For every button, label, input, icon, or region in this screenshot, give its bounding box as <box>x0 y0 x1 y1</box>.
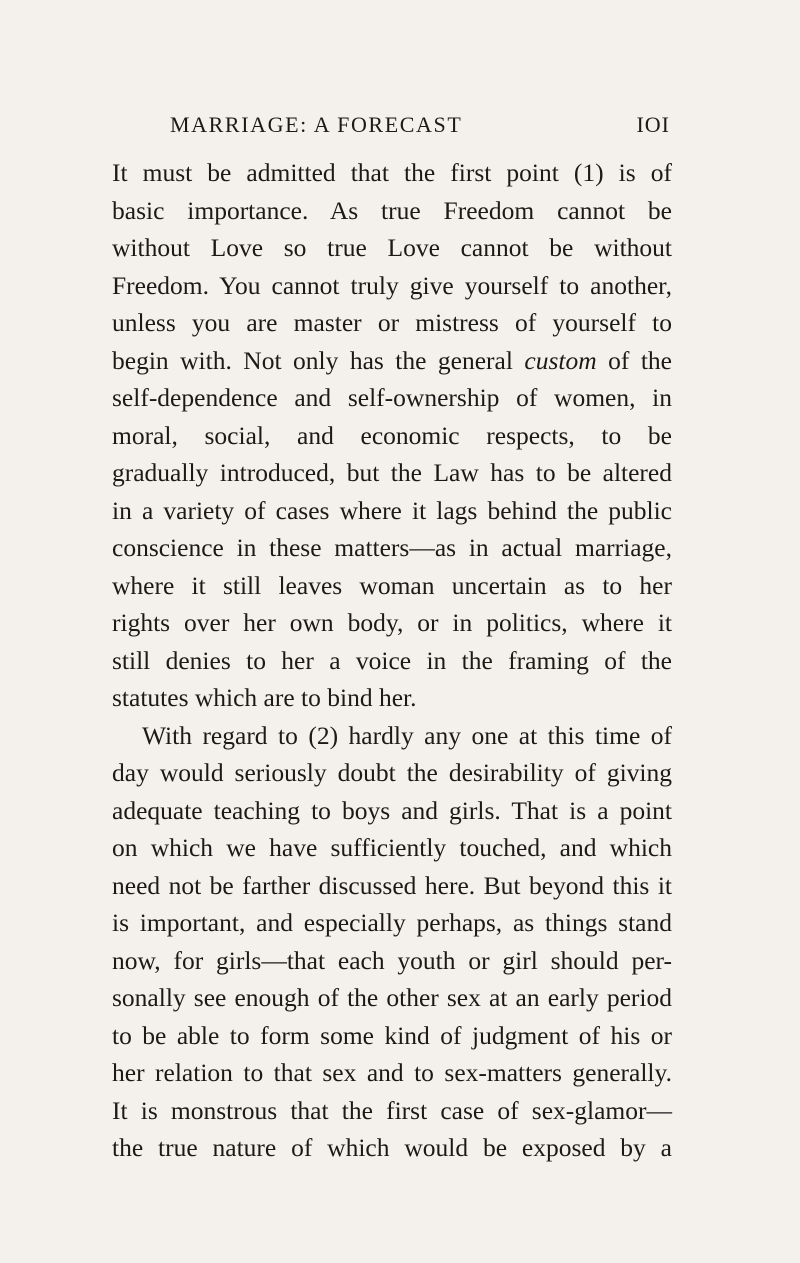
text-line: need not be farther discussed here. But beyond this it <box>112 870 672 900</box>
running-title: MARRIAGE: A FORECAST <box>170 112 463 137</box>
text-line: sonally see enough of the other sex at an early period <box>112 983 672 1012</box>
text-line: day would seriously doubt the desirability of giving <box>112 758 672 787</box>
text-line: is important, and especially perhaps, as things stand <box>112 908 672 937</box>
text-line: now, for girls—that each youth or girl should per- <box>112 945 672 975</box>
text-line: Freedom. You cannot truly give yourself to another, <box>112 270 672 300</box>
text-line: in a variety of cases where it lags behind the public <box>112 495 672 525</box>
text-line: It is monstrous that the first case of sex-glamor— <box>112 1095 672 1125</box>
text-line: It must be admitted that the first point (1) is of <box>112 158 672 187</box>
text-line: unless you are master or mistress of yourself to <box>112 308 672 337</box>
text-line: still denies to her a voice in the framing of the <box>112 645 672 675</box>
text-segment: begin with. Not only has the general <box>112 345 513 375</box>
text-segment: of the <box>608 345 672 375</box>
text-line: where it still leaves woman uncertain as to her <box>112 570 672 600</box>
body-text <box>112 154 672 1167</box>
text-line: gradually introduced, but the Law has to be altered <box>112 458 672 487</box>
text-line: to be able to form some kind of judgment of his or <box>112 1020 672 1050</box>
text-line: With regard to (2) hardly any one at this time of <box>142 720 672 750</box>
text-line: without Love so true Love cannot be without <box>112 233 672 262</box>
running-head <box>170 112 670 142</box>
text-line: conscience in these matters—as in actual marriage, <box>112 533 672 562</box>
text-line: adequate teaching to boys and girls. That is a point <box>112 795 672 825</box>
text-line: on which we have sufficiently touched, and which <box>112 833 672 862</box>
text-line-with-italic <box>112 342 672 380</box>
page-number: IOI <box>636 112 670 137</box>
text-line: self-dependence and self-ownership of women, in <box>112 383 672 412</box>
text-line: the true nature of which would be exposed by a <box>112 1133 672 1162</box>
text-line: statutes which are to bind her. <box>112 683 417 712</box>
text-line: her relation to that sex and to sex-matters generally. <box>112 1058 672 1087</box>
text-line: rights over her own body, or in politics, where it <box>112 608 672 637</box>
text-line: basic importance. As true Freedom cannot be <box>112 195 672 225</box>
text-line: moral, social, and economic respects, to be <box>112 420 672 450</box>
italic-word: custom <box>524 345 597 375</box>
